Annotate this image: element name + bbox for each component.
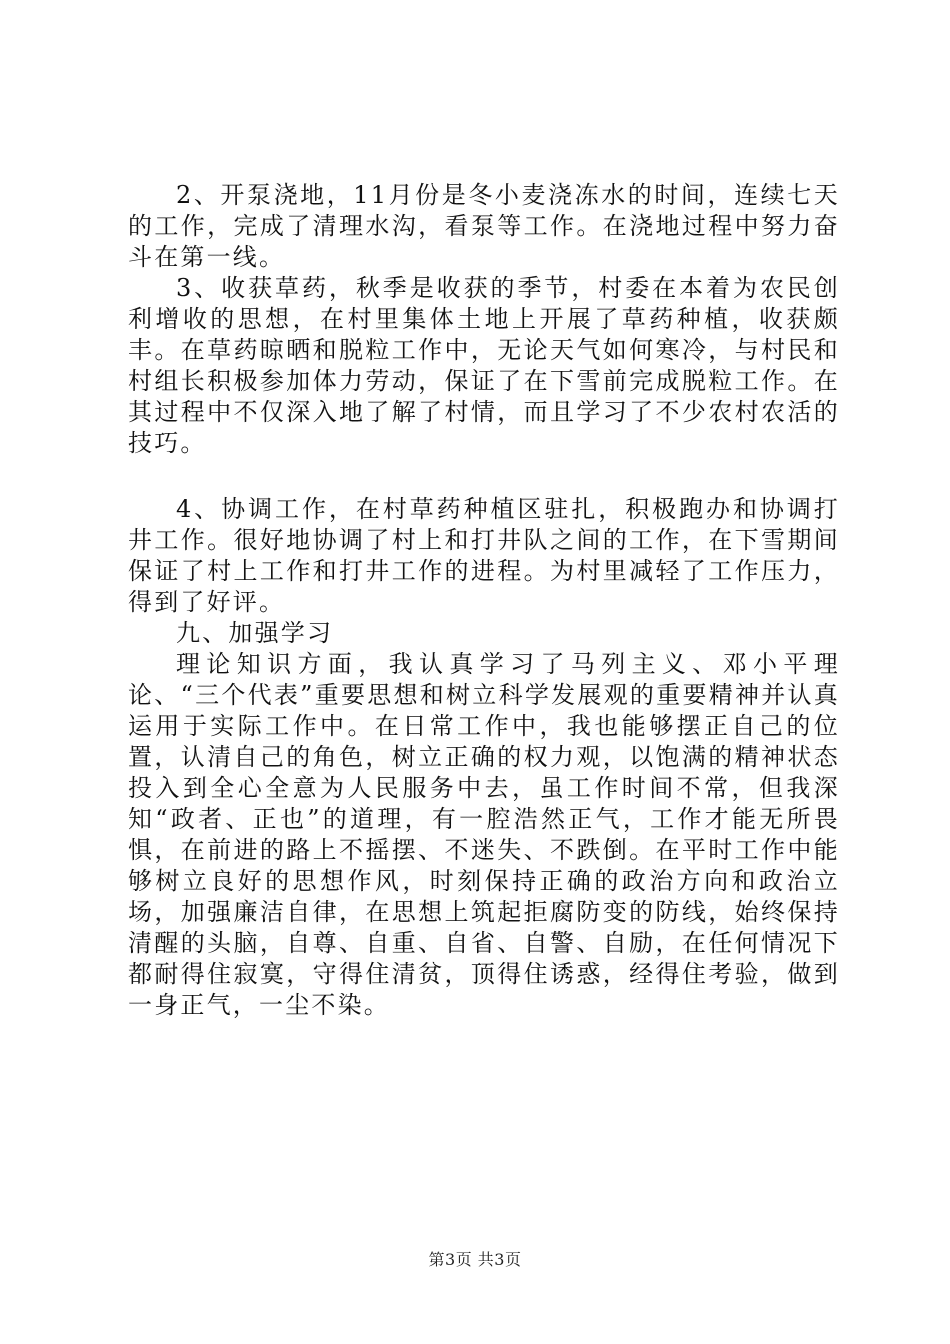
page-number-footer: 第3页 共3页: [428, 1250, 522, 1269]
paragraph-irrigation: 2、开泵浇地，11月份是冬小麦浇冻水的时间，连续七天的工作，完成了清理水沟，看泵等工作。在浇地过程中努力奋斗在第一线。: [128, 181, 840, 271]
section-heading-study: 九、加强学习: [176, 619, 334, 647]
paragraph-herb-harvest: 3、收获草药，秋季是收获的季节，村委在本着为农民创利增收的思想，在村里集体土地上开展了草药种植，收获颇丰。在草药晾晒和脱粒工作中，无论天气如何寒冷，与村民和村组长积极参加体力劳动，保证了在下雪前完成脱粒工作。在其过程中不仅深入地了解了村情，而且学习了不少农村农活的技巧。: [128, 274, 840, 457]
paragraph-study: 理论知识方面，我认真学习了马列主义、邓小平理论、“三个代表”重要思想和树立科学发展观的重要精神并认真运用于实际工作中。在日常工作中，我也能够摆正自己的位置，认清自己的角色，树立正确的权力观，以饱满的精神状态投入到全心全意为人民服务中去，虽工作时间不常，但我深知“政者、正也”的道理，有一腔浩然正气，工作才能无所畏惧，在前进的路上不摇摆、不迷失、不跌倒。在平时工作中能够树立良好的思想作风，时刻保持正确的政治方向和政治立场，加强廉洁自律，在思想上筑起拒腐防变的防线，始终保持清醒的头脑，自尊、自重、自省、自警、自励，在任何情况下都耐得住寂寞，守得住清贫，顶得住诱惑，经得住考验，做到一身正气，一尘不染。: [128, 650, 840, 1019]
paragraph-coordination: 4、协调工作，在村草药种植区驻扎，积极跑办和协调打井工作。很好地协调了村上和打井队之间的工作，在下雪期间保证了村上工作和打井工作的进程。为村里减轻了工作压力，得到了好评。: [128, 495, 840, 616]
document-body: [128, 180, 840, 1021]
